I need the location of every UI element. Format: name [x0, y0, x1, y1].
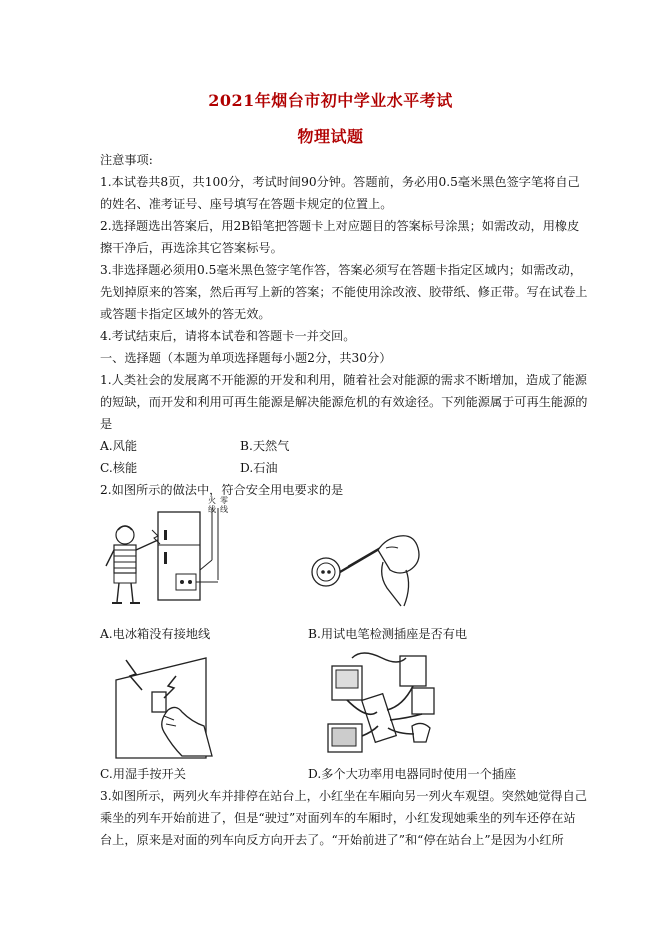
question-3-line: 台上，原来是对面的列车向反方向开去了。“开始前进了”和“停在站台上”是因为小红所 [100, 833, 564, 847]
question-1-line: 的短缺，而开发和利用可再生能源是解决能源危机的有效途径。下列能源属于可再生能源的 [100, 395, 588, 409]
notes-heading: 注意事项: [100, 153, 153, 167]
wire-label: 线 [208, 505, 216, 514]
notes-line: 或答题卡指定区域外的答无效。 [100, 307, 271, 321]
notes-line: 4.考试结束后，请将本试卷和答题卡一并交回。 [100, 329, 356, 343]
option-a: A.风能 [100, 439, 138, 453]
wire-label: 火 [208, 496, 216, 505]
figure-b-test-pen [308, 510, 438, 610]
wire-label: 零 [220, 496, 228, 505]
notes-line: 的姓名、准考证号、座号填写在答题卡规定的位置上。 [100, 197, 393, 211]
caption-d: D.多个大功率用电器同时使用一个插座 [308, 767, 517, 781]
figure-d-overloaded-socket [322, 648, 452, 760]
question-1-line: 是 [100, 417, 113, 431]
option-d: D.石油 [240, 461, 278, 475]
exam-subtitle: 物理试题 [297, 127, 364, 146]
notes-line: 先划掉原来的答案，然后再写上新的答案；不能使用涂改液、胶带纸、修正带。写在试卷上 [100, 285, 588, 299]
question-3-line: 3.如图所示，两列火车并排停在站台上，小红坐在车厢向另一列火车观望。突然她觉得自己 [100, 789, 587, 803]
notes-line: 2.选择题选出答案后，用2B铅笔把答题卡上对应题目的答案标号涂黑；如需改动，用橡皮 [100, 219, 580, 233]
figure-a-refrigerator [100, 490, 260, 610]
notes-line: 擦干净后，再选涂其它答案标号。 [100, 241, 283, 255]
figure-c-wet-hand-switch [106, 650, 216, 760]
question-3-line: 乘坐的列车开始前进了，但是“驶过”对面列车的车厢时，小红发现她乘坐的列车还停在站 [100, 811, 576, 825]
question-1-line: 1.人类社会的发展离不开能源的开发和利用，随着社会对能源的需求不断增加，造成了能源 [100, 373, 587, 387]
option-b: B.天然气 [240, 439, 290, 453]
option-c: C.核能 [100, 461, 138, 475]
question-2-stem: 2.如图所示的做法中，符合安全用电要求的是 [100, 483, 344, 497]
section-heading: 一、选择题（本题为单项选择题每小题2分，共30分） [100, 351, 392, 365]
caption-b: B.用试电笔检测插座是否有电 [308, 627, 468, 641]
caption-c: C.用湿手按开关 [100, 767, 186, 781]
notes-line: 3.非选择题必须用0.5毫米黑色签字笔作答，答案必须写在答题卡指定区域内；如需改动， [100, 263, 582, 277]
wire-label: 线 [220, 505, 228, 514]
caption-a: A.电冰箱没有接地线 [100, 627, 211, 641]
exam-title: 2021年烟台市初中学业水平考试 [208, 91, 453, 110]
notes-line: 1.本试卷共8页，共100分，考试时间90分钟。答题前，务必用0.5毫米黑色签字笔将自己 [100, 175, 580, 189]
